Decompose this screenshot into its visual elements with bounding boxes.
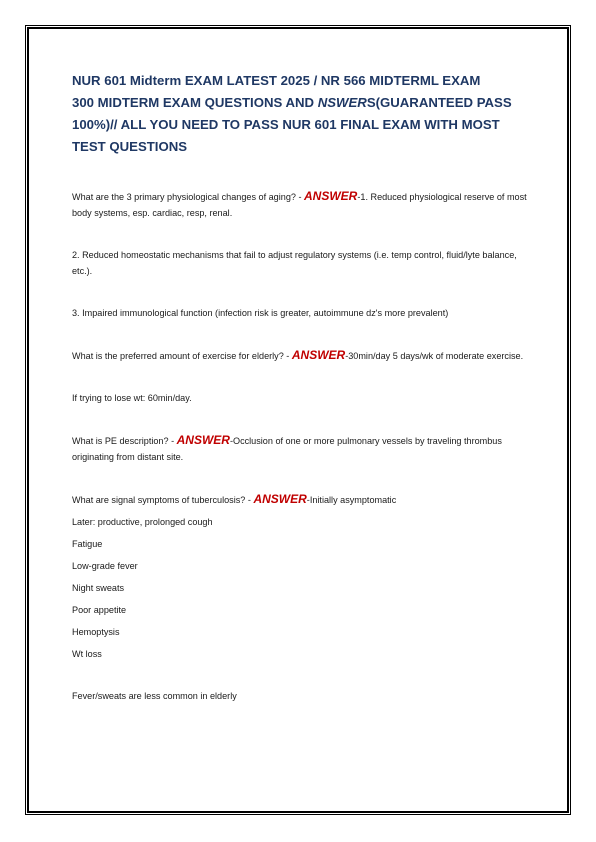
question-text: What are signal symptoms of tuberculosis? - <box>72 495 254 505</box>
tb-symptom: Poor appetite <box>72 605 127 615</box>
document-body <box>72 70 527 704</box>
aging-point-2: 2. Reduced homeostatic mechanisms that fail to adjust regulatory systems (i.e. temp control, fluid/lyte balance, etc.). <box>72 250 517 276</box>
title-line-2b: S(GUARANTEED PASS <box>366 95 512 110</box>
answer-text: -30min/day 5 days/wk of moderate exercise. <box>345 351 524 361</box>
title-line-3: 100%)// ALL YOU NEED TO PASS NUR 601 FINAL EXAM WITH MOST <box>72 117 500 132</box>
tb-symptom: Later: productive, prolonged cough <box>72 517 213 527</box>
tb-symptom: Low-grade fever <box>72 561 138 571</box>
qa-item-exercise <box>72 347 527 364</box>
tb-symptom: Night sweats <box>72 583 125 593</box>
answer-text: -Occlusion of one or more pulmonary vessels by traveling thrombus originating from distant site. <box>72 436 502 462</box>
title-line-1: NUR 601 Midterm EXAM LATEST 2025 / NR 566 MIDTERML EXAM <box>72 73 481 88</box>
tb-symptom: Fatigue <box>72 539 103 549</box>
question-text: What is PE description? - <box>72 436 177 446</box>
question-text: What are the 3 primary physiological changes of aging? - <box>72 192 305 202</box>
qa-item-aging <box>72 188 527 221</box>
qa-item-tuberculosis <box>72 491 527 508</box>
answer-text: -1. Reduced physiological reserve of most body systems, esp. cardiac, resp, renal. <box>72 192 527 218</box>
answer-label: ANSWER <box>253 492 307 506</box>
title-line-4: TEST QUESTIONS <box>72 139 188 154</box>
aging-point-3: 3. Impaired immunological function (infection risk is greater, autoimmune dz's more prevalent) <box>72 308 449 318</box>
tb-symptom: Hemoptysis <box>72 627 120 637</box>
answer-label: ANSWER <box>304 189 358 203</box>
qa-item-pe <box>72 432 527 465</box>
answer-label: ANSWER <box>291 348 346 362</box>
document-title <box>72 70 527 158</box>
question-text: What is the preferred amount of exercise for elderly? - <box>72 351 292 361</box>
answer-text: -Initially asymptomatic <box>306 495 397 505</box>
tb-note: Fever/sweats are less common in elderly <box>72 691 237 701</box>
answer-label: ANSWER <box>176 433 230 447</box>
exercise-extra: If trying to lose wt: 60min/day. <box>72 393 192 403</box>
title-line-2-italic: NSWER <box>317 95 367 110</box>
tb-symptom: Wt loss <box>72 649 102 659</box>
title-line-2a: 300 MIDTERM EXAM QUESTIONS AND <box>72 95 318 110</box>
